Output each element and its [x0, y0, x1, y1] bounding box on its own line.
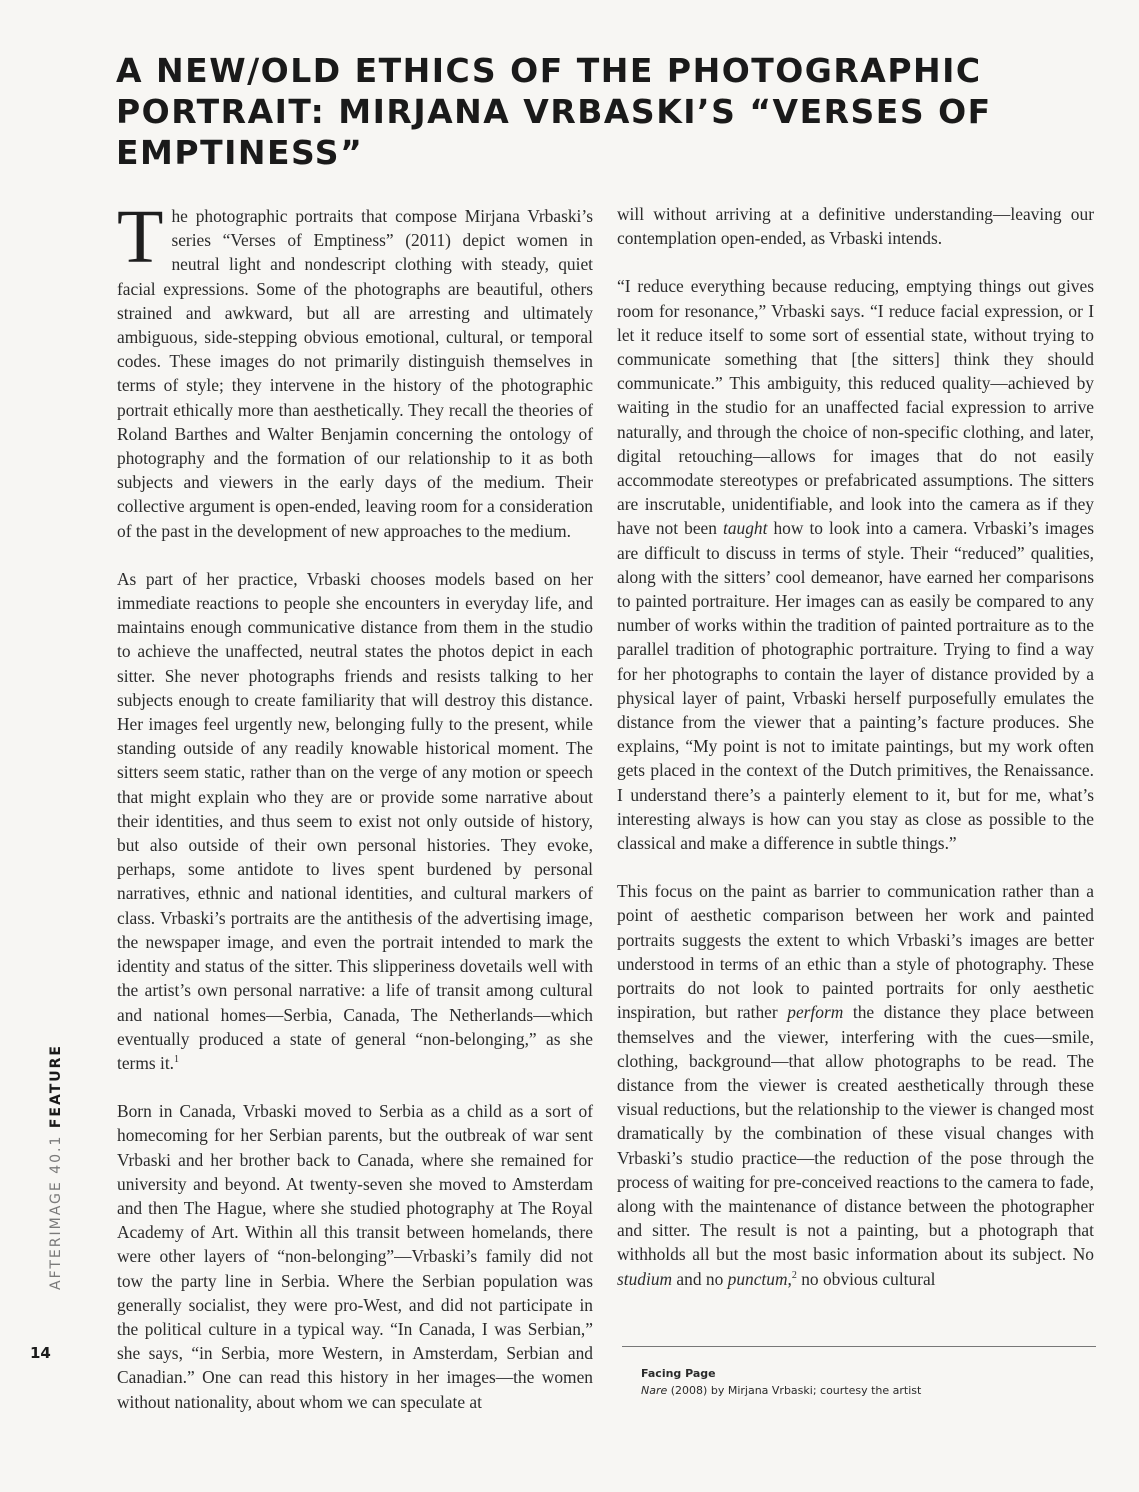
drop-cap: T — [117, 195, 164, 279]
right-text-column — [617, 202, 1094, 1315]
ethic-paragraph-comma: , — [787, 1268, 792, 1289]
ethic-paragraph-text-a: This focus on the paint as barrier to communication rather than a point of aesthetic comparison between her work and painted portraits suggests the extent to which Vrbaski’s images are better understood in terms of an ethic than a style of photography. These portraits do not look to painted portraits for only aesthetic inspiration, but rather — [617, 881, 1094, 1023]
footnote-marker-1: 1 — [174, 1054, 179, 1066]
quote-paragraph-text-b: how to look into a camera. Vrbaski’s images are difficult to discuss in terms of style. Their “reduced” qualities, along with the sitters’ cool demeanor, have earned her comparisons to painted portraiture. Her images can as easily be compared to any number of works within the tradition of painted portraiture as to the parallel tradition of photographic portraiture. Trying to find a way for her photographs to contain the layer of distance provided by a physical layer of paint, Vrbaski herself purposefully emulates the distance from the viewer that a painting’s facture produces. She explains, “My point is not to imitate paintings, but my work often gets placed in the context of the Dutch primitives, the Renaissance. I understand there’s a painterly element to it, but for me, what’s interesting always is how can you stay as close as possible to the classical and make a difference in subtle things.” — [617, 518, 1094, 854]
quote-paragraph — [617, 274, 1094, 855]
emphasis-studium: studium — [617, 1268, 673, 1289]
ethic-paragraph-text-d: no obvious cultural — [796, 1268, 936, 1289]
ethic-paragraph — [617, 879, 1094, 1290]
caption-divider — [622, 1346, 1096, 1347]
left-text-column — [117, 195, 593, 1438]
section-label: FEATURE — [48, 1044, 64, 1129]
intro-paragraph — [117, 195, 593, 543]
intro-paragraph-text: he photographic portraits that compose Mirjana Vrbaski’s series “Verses of Emptiness” (2011) depict women in neutral light and nondescript clothing with steady, quiet facial expressions. Some of the photographs are beautiful, others strained and awkward, but all are arresting and ultimately ambiguous, side-stepping obvious emotional, cultural, or temporal codes. These images do not primarily distinguish themselves in terms of style; they intervene in the history of the photographic portrait ethically more than aesthetically. They recall the theories of Roland Barthes and Walter Benjamin concerning the ontology of photography and the formation of our relationship to it as both subjects and viewers in the early days of the medium. Their collective argument is open-ended, leaving room for a consideration of the past in the development of new approaches to the medium. — [117, 206, 593, 541]
footnote-marker-2: 2 — [791, 1269, 797, 1281]
emphasis-perform: perform — [787, 1002, 844, 1023]
running-section-label — [48, 1044, 64, 1290]
ethic-paragraph-text-c: and no — [672, 1268, 728, 1289]
biography-paragraph: Born in Canada, Vrbaski moved to Serbia as a child as a sort of homecoming for her Serbian parents, but the outbreak of war sent Vrbaski and her brother back to Canada, where she remained for university and beyond. At twenty-seven she moved to Amsterdam and then The Hague, where she studied photography at The Royal Academy of Art. Within all this transit between homelands, there were other layers of “non-belonging”—Vrbaski’s family did not tow the party line in Serbia. Where the Serbian population was generally socialist, they were pro-West, and did not participate in the political culture in a typical way. “In Canada, I was Serbian,” she says, “in Serbia, more Western, in Amsterdam, Serbian and Canadian.” One can read this history in her images—the women without nationality, about whom we can speculate at — [117, 1101, 593, 1412]
article-title-line-1: A NEW/OLD ETHICS OF THE PHOTOGRAPHIC — [116, 51, 982, 90]
emphasis-taught: taught — [722, 518, 768, 539]
article-title-line-2: PORTRAIT: MIRJANA VRBASKI’S “VERSES OF — [116, 92, 992, 131]
caption-credit: (2008) by Mirjana Vrbaski; courtesy the artist — [667, 1384, 922, 1397]
practice-paragraph — [117, 567, 593, 1075]
magazine-issue-label: AFTERIMAGE 40.1 — [48, 1128, 64, 1290]
emphasis-punctum: punctum — [727, 1268, 788, 1289]
article-title — [116, 50, 996, 173]
quote-paragraph-text-a: “I reduce everything because reducing, emptying things out gives room for resonance,” Vrbaski says. “I reduce facial expression, or I let it reduce itself to some sort of essential state, without trying to communicate something that [the sitters] think they should communicate.” This ambiguity, this reduced quality—achieved by waiting in the studio for an unaffected facial expression to arrive naturally, and through the choice of non-specific clothing, and later, digital retouching—allows for images that do not easily accommodate stereotypes or prefabricated assumptions. The sitters are inscrutable, unidentifiable, and look into the camera as if they have not been — [617, 276, 1094, 539]
image-caption — [641, 1365, 1091, 1399]
article-title-line-3: EMPTINESS” — [116, 133, 364, 172]
caption-heading: Facing Page — [641, 1367, 716, 1380]
continuation-paragraph: will without arriving at a definitive understanding—leaving our contemplation open-ended, as Vrbaski intends. — [617, 204, 1094, 249]
ethic-paragraph-text-b: the distance they place between themselves and the viewer, interfering with the cues—smile, clothing, background—that allow photographs to be read. The distance from the viewer is created aesthetically through these visual reductions, but the relationship to the viewer is changed most dramatically by the combination of these visual changes with Vrbaski’s studio practice—the reduction of the pose through the process of waiting for pre-conceived reactions to the camera to fade, along with the maintenance of distance between the photographer and sitter. The result is not a painting, but a photograph that withholds all but the most basic information about its subject. No — [617, 1002, 1094, 1265]
caption-work-title: Nare — [641, 1384, 668, 1397]
page-number: 14 — [30, 1344, 51, 1362]
practice-paragraph-text: As part of her practice, Vrbaski chooses models based on her immediate reactions to people she encounters in everyday life, and maintains enough communicative distance from them in the studio to achieve the unaffected, neutral states the photos depict in each sitter. She never photographs friends and resists talking to her subjects enough to create familiarity that will destroy this distance. Her images feel urgently new, belonging fully to the present, while standing outside of any readily knowable historical moment. The sitters seem static, rather than on the verge of any motion or speech that might explain who they are or provide some narrative about their identities, and thus seem to exist not only outside of history, but also outside of their own personal histories. They evoke, perhaps, some antidote to lives spent burdened by personal narratives, ethnic and national identities, and cultural markers of class. Vrbaski’s portraits are the antithesis of the advertising image, the newspaper image, and even the portrait intended to mark the identity and status of the sitter. This slipperiness dovetails well with the artist’s own personal narrative: a life of transit among cultural and national homes—Serbia, Canada, The Netherlands—which eventually produced a state of general “non-belonging,” as she terms it. — [117, 568, 593, 1073]
